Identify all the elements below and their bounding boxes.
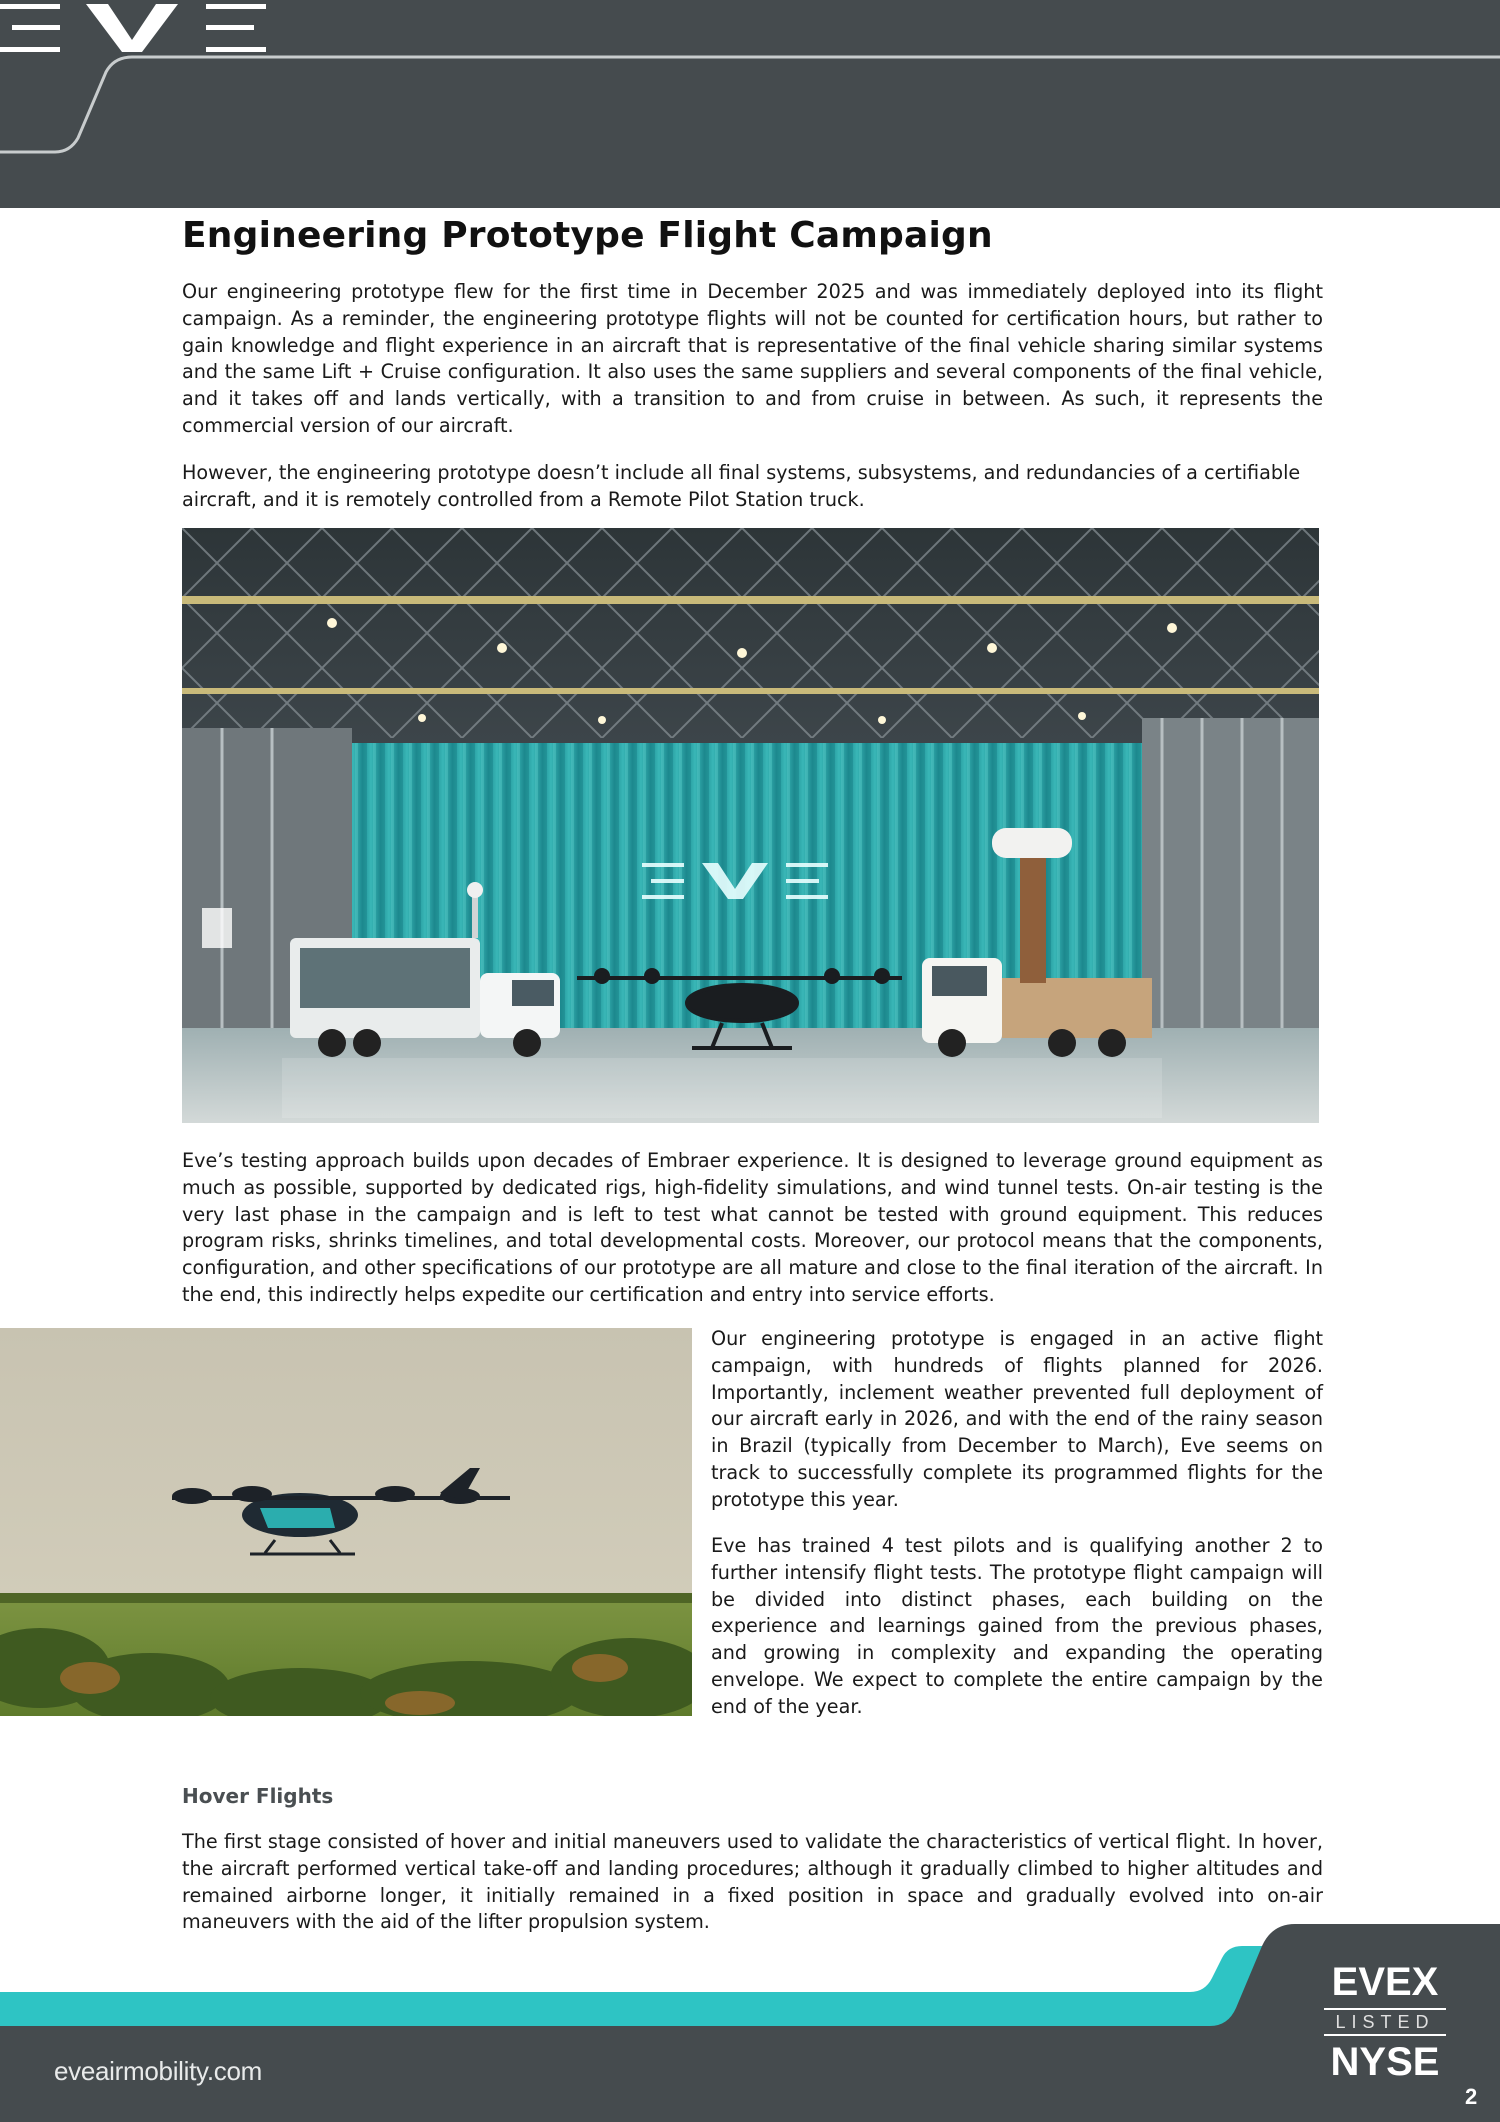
page-footer [0,1916,1500,2122]
page-number: 2 [1465,2084,1478,2109]
page-title: Engineering Prototype Flight Campaign [182,215,993,256]
hangar-photo [182,528,1319,1123]
however-paragraph: However, the engineering prototype doesn’t include all final systems, subsystems, and redundancies of a certifiable aircraft, and it is remotely controlled from a Remote Pilot Station truck. [182,461,1301,511]
field-photo [0,1328,692,1716]
footer-decoration [0,1916,1500,2122]
eve-logo [0,0,266,56]
intro-paragraph: Our engineering prototype flew for the first time in December 2025 and was immediately deployed into its flight campaign. As a reminder, the engineering prototype flights will not be counted for certification hours, but rather to gain knowledge and flight experience in an aircraft that is representative of the final vehicle sharing similar systems and the same Lift + Cruise configuration. It also uses the same suppliers and several components of the final vehicle, and it takes off and lands vertically, with a transition to and from cruise in between. As such, it represents the commercial version of our aircraft. [182,280,1323,437]
nyse-listing-badge [1310,1960,1460,2084]
campaign-paragraph: Our engineering prototype is engaged in an active flight campaign, with hundreds of flights planned for 2026. Importantly, inclement weather prevented full deployment of our aircraft early in 2026, and with the end of the rainy season in Brazil (typically from December to March), Eve seems on track to successfully complete its programmed flights for the prototype this year. [711,1327,1323,1511]
hover-paragraph: The first stage consisted of hover and initial maneuvers used to validate the characteristics of vertical flight. In hover, the aircraft performed vertical take-off and landing procedures; although it gradually climbed to higher altitudes and remained airborne longer, it initially remained in a fixed position in space and gradually evolved into on-air maneuvers with the aid of the lifter propulsion system. [182,1830,1323,1934]
badge-listed: LISTED [1324,2008,1446,2036]
hover-flights-heading: Hover Flights [182,1784,334,1808]
testing-approach-paragraph: Eve’s testing approach builds upon decades of Embraer experience. It is designed to leverage ground equipment as much as possible, supported by dedicated rigs, high-fidelity simulations, and wind tunnel tests. On-air testing is the very last phase in the campaign and is left to test what cannot be tested with ground equipment. This reduces program risks, shrinks timelines, and total developmental costs. Moreover, our protocol means that the components, configuration, and other specifications of our prototype are all mature and close to the final iteration of the aircraft. In the end, this indirectly helps expedite our certification and entry into service efforts. [182,1149,1323,1306]
website-link[interactable]: eveairmobility.com [54,2056,262,2086]
badge-ticker: EVEX [1331,1960,1439,2004]
badge-exchange: NYSE [1330,2040,1440,2084]
page-header [0,0,1500,208]
pilots-paragraph: Eve has trained 4 test pilots and is qualifying another 2 to further intensify flight tests. The prototype flight campaign will be divided into distinct phases, each building on the experience and learnings gained from the previous phases, and growing in complexity and expanding the operating envelope. We expect to complete the entire campaign by the end of the year. [711,1534,1323,1718]
